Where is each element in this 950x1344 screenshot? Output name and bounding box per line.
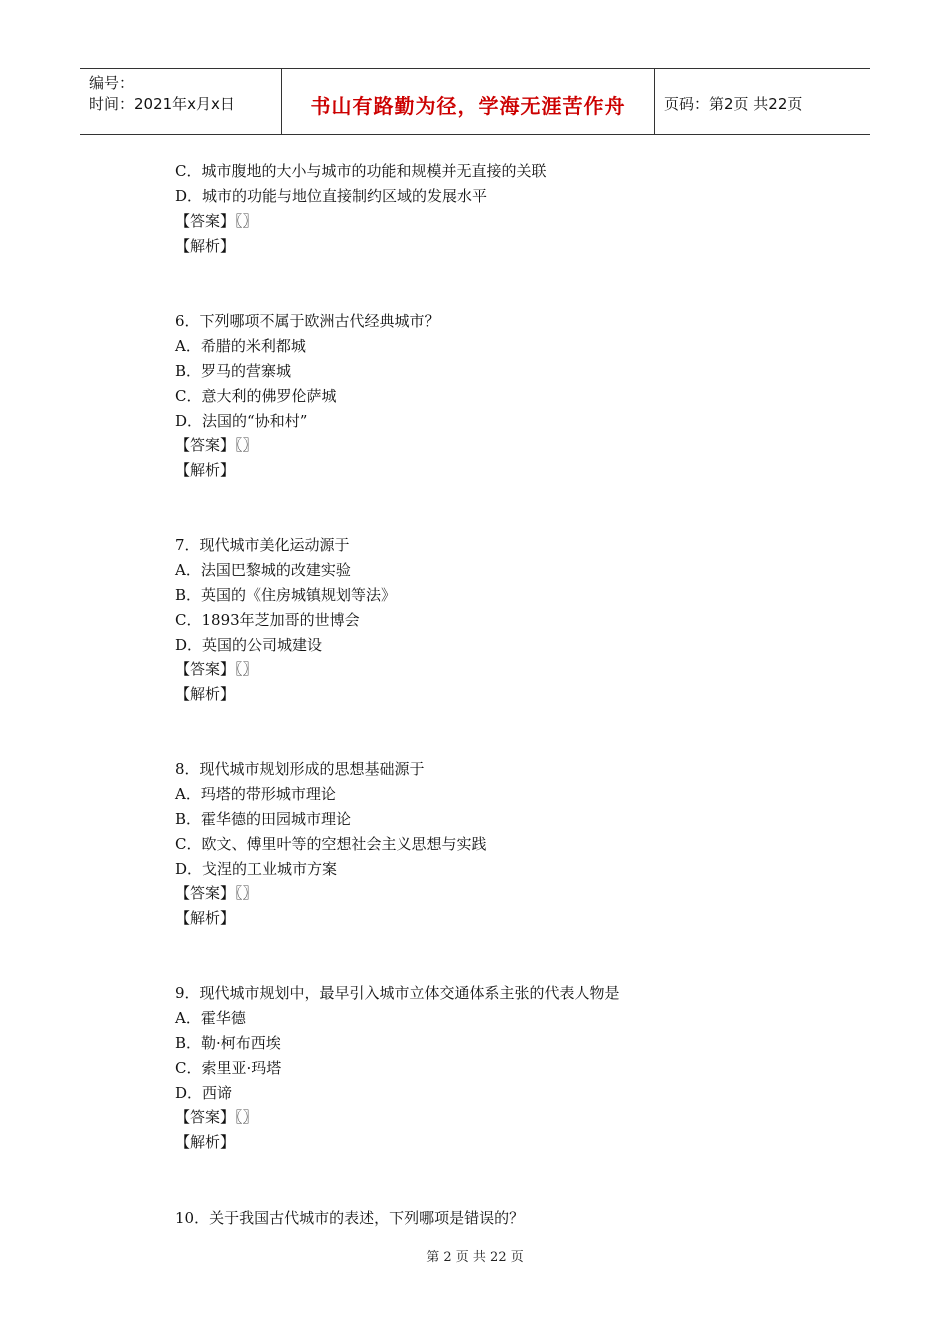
analysis-line: 【解析】 bbox=[175, 685, 236, 703]
option-line: D．法国的“协和村” bbox=[175, 412, 308, 430]
option-line: D．戈涅的工业城市方案 bbox=[175, 860, 338, 878]
question-line: 10．关于我国古代城市的表述，下列哪项是错误的？ bbox=[175, 1209, 525, 1227]
question-line: 9．现代城市规划中，最早引入城市立体交通体系主张的代表人物是 bbox=[175, 984, 620, 1002]
option-line: A．法国巴黎城的改建实验 bbox=[175, 561, 351, 579]
option-line: D．城市的功能与地位直接制约区域的发展水平 bbox=[175, 187, 488, 205]
option-line: A．希腊的米利都城 bbox=[175, 337, 306, 355]
answer-line: 【答案】〖〗 bbox=[175, 1108, 258, 1126]
option-line: B．英国的《住房城镇规划等法》 bbox=[175, 586, 397, 604]
option-line: C．欧文、傅里叶等的空想社会主义思想与实践 bbox=[175, 835, 487, 853]
analysis-line: 【解析】 bbox=[175, 461, 236, 479]
header-motto-cell bbox=[282, 69, 655, 134]
option-line: D．西谛 bbox=[175, 1084, 233, 1102]
option-line: B．勒·柯布西埃 bbox=[175, 1034, 281, 1052]
header-meta bbox=[80, 69, 282, 134]
question-line: 8．现代城市规划形成的思想基础源于 bbox=[175, 760, 425, 778]
code-label: 编号： bbox=[89, 74, 135, 92]
analysis-line: 【解析】 bbox=[175, 909, 236, 927]
option-line: D．英国的公司城建设 bbox=[175, 636, 323, 654]
motto-text: 书山有路勤为径，学海无涯苦作舟 bbox=[310, 94, 626, 118]
option-line: C．索里亚·玛塔 bbox=[175, 1059, 282, 1077]
option-line: A．霍华德 bbox=[175, 1009, 246, 1027]
header-page-cell bbox=[655, 69, 870, 134]
question-line: 6．下列哪项不属于欧洲古代经典城市？ bbox=[175, 312, 440, 330]
answer-line: 【答案】〖〗 bbox=[175, 660, 258, 678]
page-header bbox=[80, 68, 870, 135]
option-line: A．玛塔的带形城市理论 bbox=[175, 785, 336, 803]
option-line: C．城市腹地的大小与城市的功能和规模并无直接的关联 bbox=[175, 162, 547, 180]
option-line: B．罗马的营寨城 bbox=[175, 362, 292, 380]
option-line: B．霍华德的田园城市理论 bbox=[175, 810, 352, 828]
analysis-line: 【解析】 bbox=[175, 237, 236, 255]
page-info: 页码：第2页 共22页 bbox=[664, 95, 803, 113]
time-label: 时间：2021年x月x日 bbox=[89, 95, 235, 113]
option-line: C．意大利的佛罗伦萨城 bbox=[175, 387, 337, 405]
answer-line: 【答案】〖〗 bbox=[175, 436, 258, 454]
answer-line: 【答案】〖〗 bbox=[175, 884, 258, 902]
question-line: 7．现代城市美化运动源于 bbox=[175, 536, 350, 554]
answer-line: 【答案】〖〗 bbox=[175, 212, 258, 230]
page-footer: 第 2 页 共 22 页 bbox=[426, 1250, 524, 1265]
option-line: C．1893年芝加哥的世博会 bbox=[175, 611, 360, 629]
analysis-line: 【解析】 bbox=[175, 1133, 236, 1151]
